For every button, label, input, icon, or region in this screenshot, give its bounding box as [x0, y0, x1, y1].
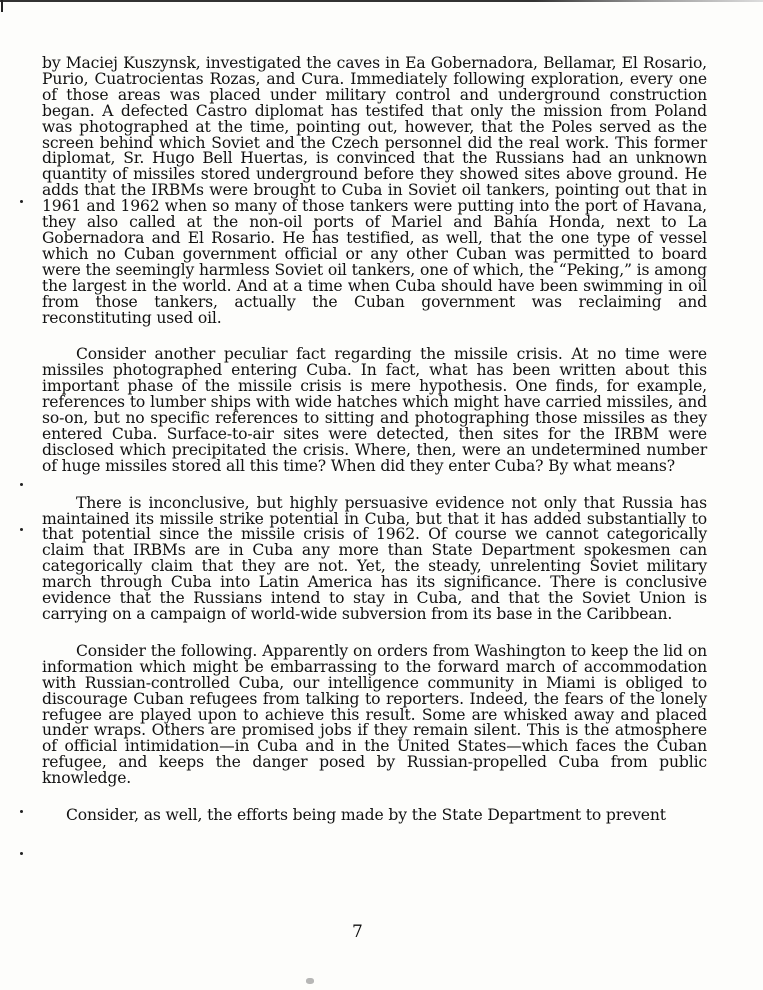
paragraph-state-department: Consider, as well, the efforts being made by the State Department to prevent	[66, 806, 666, 825]
paragraph-refugee-intimidation: Consider the following. Apparently on orders from Washington to keep the lid on information which might be embarrassing to the forward march of accommodation with Russian-controlled Cuba, our intelligence community in Miami is obliged to discourage Cuban refugees from talking to reporters. Indeed, the fears of the lonely refugee are played upon to achieve this result. Some are whisked away and placed under wraps. Others are promised jobs if they remain silent. This is the atmosphere of official intimidation—in Cuba and in the United States—which faces the Cuban refugee, and keeps the danger posed by Russian-propelled Cuba from public knowledge.	[42, 641, 707, 788]
paragraph-missile-crisis: Consider another peculiar fact regarding the missile crisis. At no time were missiles photographed entering Cuba. In fact, what has been written about this important phase of the missile crisis is mere hypothesis. One finds, for example, references to lumber ships with wide hatches which might have carried missiles, and so-on, but no specific references to sitting and photographing those missiles as they entered Cuba. Surface-to-air sites were detected, then sites for the IRBM were disclosed which precipitated the crisis. Where, then, were an undetermined number of huge missiles stored all this time? When did they enter Cuba? By what means?	[42, 345, 707, 475]
scan-smudge	[306, 978, 314, 984]
margin-mark	[20, 810, 23, 813]
scan-corner-mark	[1, 0, 3, 12]
paragraph-strike-potential: There is inconclusive, but highly persuasive evidence not only that Russia has maintained its missile strike potential in Cuba, but that it has added substantially to that potential since the missile crisis of 1962. Of course we cannot categorically claim that IRBMs are in Cuba any more than State Department spokesmen can categorically claim that they are not. Yet, the steady, unrelenting Soviet military march through Cuba into Latin America has its significance. There is conclusive evidence that the Russians intend to stay in Cuba, and that the Soviet Union is carrying on a campaign of world-wide subversion from its base in the Caribbean.	[42, 493, 707, 623]
scan-top-edge	[0, 0, 763, 2]
margin-mark	[20, 200, 23, 203]
margin-mark	[20, 483, 23, 486]
margin-mark	[20, 528, 23, 531]
paragraph-caves-exploration: by Maciej Kuszynsk, investigated the caves in Ea Gobernadora, Bellamar, El Rosario, Purio, Cuatrocientas Rozas, and Cura. Immediately following exploration, every one of those areas was placed under military control and underground construction began. A defected Castro diplomat has testifed that only the mission from Poland was photographed at the time, pointing out, however, that the Poles served as the screen behind which Soviet and the Czech personnel did the real work. This former diplomat, Sr. Hugo Bell Huertas, is convinced that the Russians had an unknown quantity of missiles stored underground before they showed sites above ground. He adds that the IRBMs were brought to Cuba in Soviet oil tankers, pointing out that in 1961 and 1962 when so many of those tankers were putting into the port of Havana, they also called at the non-oil ports of Mariel and Bahía Honda, next to La Gobernadora and El Rosario. He has testified, as well, that the one type of vessel which no Cuban government official or any other Cuban was permitted to board were the seemingly harmless Soviet oil tankers, one of which, the “Peking,” is among the largest in the world. And at a time when Cuba should have been swimming in oil from those tankers, actually the Cuban government was reclaiming and reconstituting used oil.	[42, 54, 707, 327]
margin-mark	[20, 852, 23, 855]
page-number: 7	[352, 922, 363, 942]
body-text	[42, 56, 707, 824]
